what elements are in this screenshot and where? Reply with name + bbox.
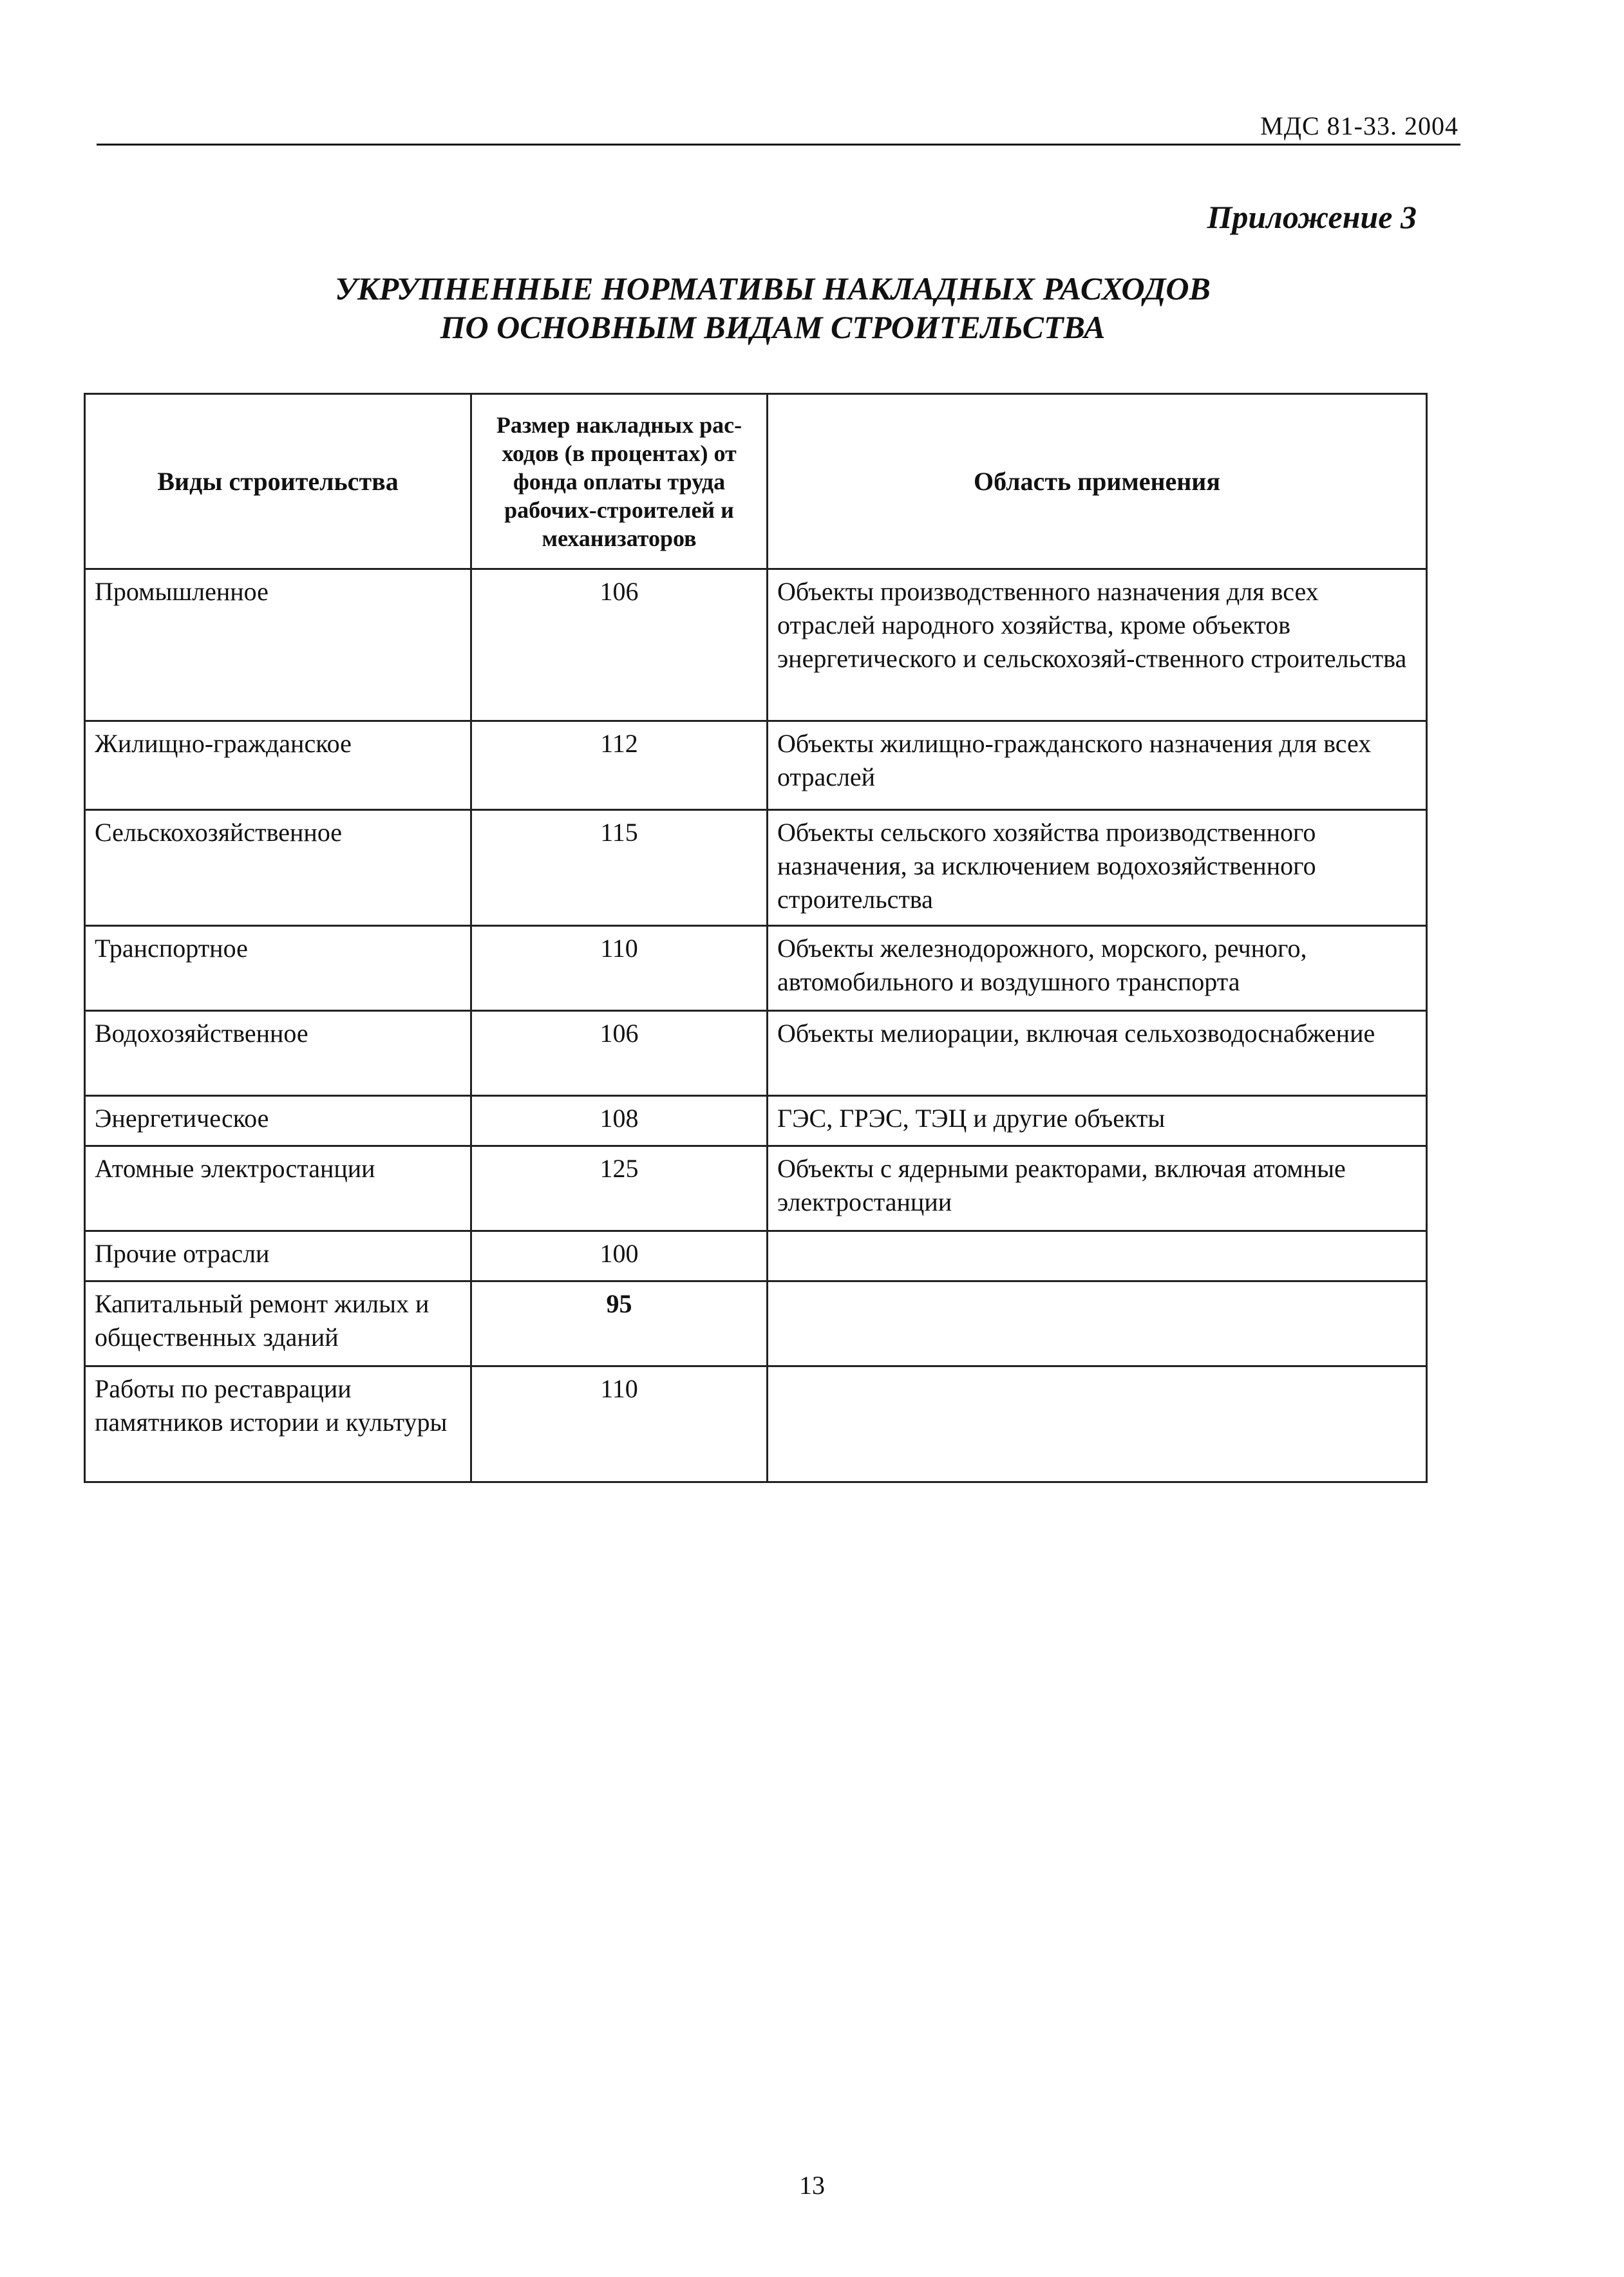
construction-type-cell: Работы по реставрации памятников истории и культуры	[85, 1366, 471, 1482]
table-row	[85, 569, 1427, 721]
construction-type-cell: Жилищно-гражданское	[85, 721, 471, 810]
construction-type-cell: Промышленное	[85, 569, 471, 721]
overhead-rate-cell: 106	[471, 1011, 768, 1096]
header-rule	[97, 144, 1460, 146]
title-line-1: УКРУПНЕННЫЕ НОРМАТИВЫ НАКЛАДНЫХ РАСХОДОВ	[335, 270, 1211, 307]
scope-cell: Объекты производственного назначения для всех отраслей народного хозяйства, кроме объектов энергетического и сельскохозяй-ственного строительства	[768, 569, 1427, 721]
overhead-rate-cell: 110	[471, 926, 768, 1011]
column-header-construction-type: Виды строительства	[85, 394, 471, 569]
construction-type-cell: Атомные электростанции	[85, 1146, 471, 1231]
scope-cell	[768, 1231, 1427, 1281]
scope-cell: Объекты сельского хозяйства производственного назначения, за исключением водохозяйственного строительства	[768, 810, 1427, 926]
overhead-rate-cell: 100	[471, 1231, 768, 1281]
scope-cell: Объекты железнодорожного, морского, речного, автомобильного и воздушного транспорта	[768, 926, 1427, 1011]
scope-cell: Объекты жилищно-гражданского назначения для всех отраслей	[768, 721, 1427, 810]
overhead-rate-cell: 110	[471, 1366, 768, 1482]
construction-type-cell: Водохозяйственное	[85, 1011, 471, 1096]
table-row	[85, 721, 1427, 810]
table-row	[85, 1096, 1427, 1146]
overhead-norms-table	[84, 393, 1428, 1483]
overhead-rate-cell: 106	[471, 569, 768, 721]
appendix-label: Приложение 3	[1207, 199, 1417, 235]
construction-type-cell: Сельскохозяйственное	[85, 810, 471, 926]
scope-cell	[768, 1366, 1427, 1482]
scope-cell: ГЭС, ГРЭС, ТЭЦ и другие объекты	[768, 1096, 1427, 1146]
document-title	[193, 269, 1352, 346]
construction-type-cell: Транспортное	[85, 926, 471, 1011]
overhead-rate-cell: 95	[471, 1281, 768, 1366]
overhead-rate-cell: 112	[471, 721, 768, 810]
construction-type-cell: Капитальный ремонт жилых и общественных зданий	[85, 1281, 471, 1366]
table-row	[85, 1366, 1427, 1482]
overhead-rate-cell: 125	[471, 1146, 768, 1231]
scope-cell: Объекты мелиорации, включая сельхозводоснабжение	[768, 1011, 1427, 1096]
table-row	[85, 926, 1427, 1011]
table-row	[85, 1011, 1427, 1096]
construction-type-cell: Энергетическое	[85, 1096, 471, 1146]
page-number: 13	[799, 2171, 825, 2200]
column-header-overhead-rate: Размер накладных рас-ходов (в процентах) от фонда оплаты труда рабочих-строителей и механизаторов	[471, 394, 768, 569]
table-row	[85, 1281, 1427, 1366]
table-header-row	[85, 394, 1427, 569]
scope-cell: Объекты с ядерными реакторами, включая атомные электростанции	[768, 1146, 1427, 1231]
scope-cell	[768, 1281, 1427, 1366]
table-row	[85, 1231, 1427, 1281]
table-row	[85, 1146, 1427, 1231]
table-row	[85, 810, 1427, 926]
construction-type-cell: Прочие отрасли	[85, 1231, 471, 1281]
title-line-2: ПО ОСНОВНЫМ ВИДАМ СТРОИТЕЛЬСТВА	[440, 309, 1106, 345]
overhead-rate-cell: 115	[471, 810, 768, 926]
column-header-scope: Область применения	[768, 394, 1427, 569]
overhead-rate-cell: 108	[471, 1096, 768, 1146]
document-code: МДС 81-33. 2004	[1260, 111, 1459, 140]
